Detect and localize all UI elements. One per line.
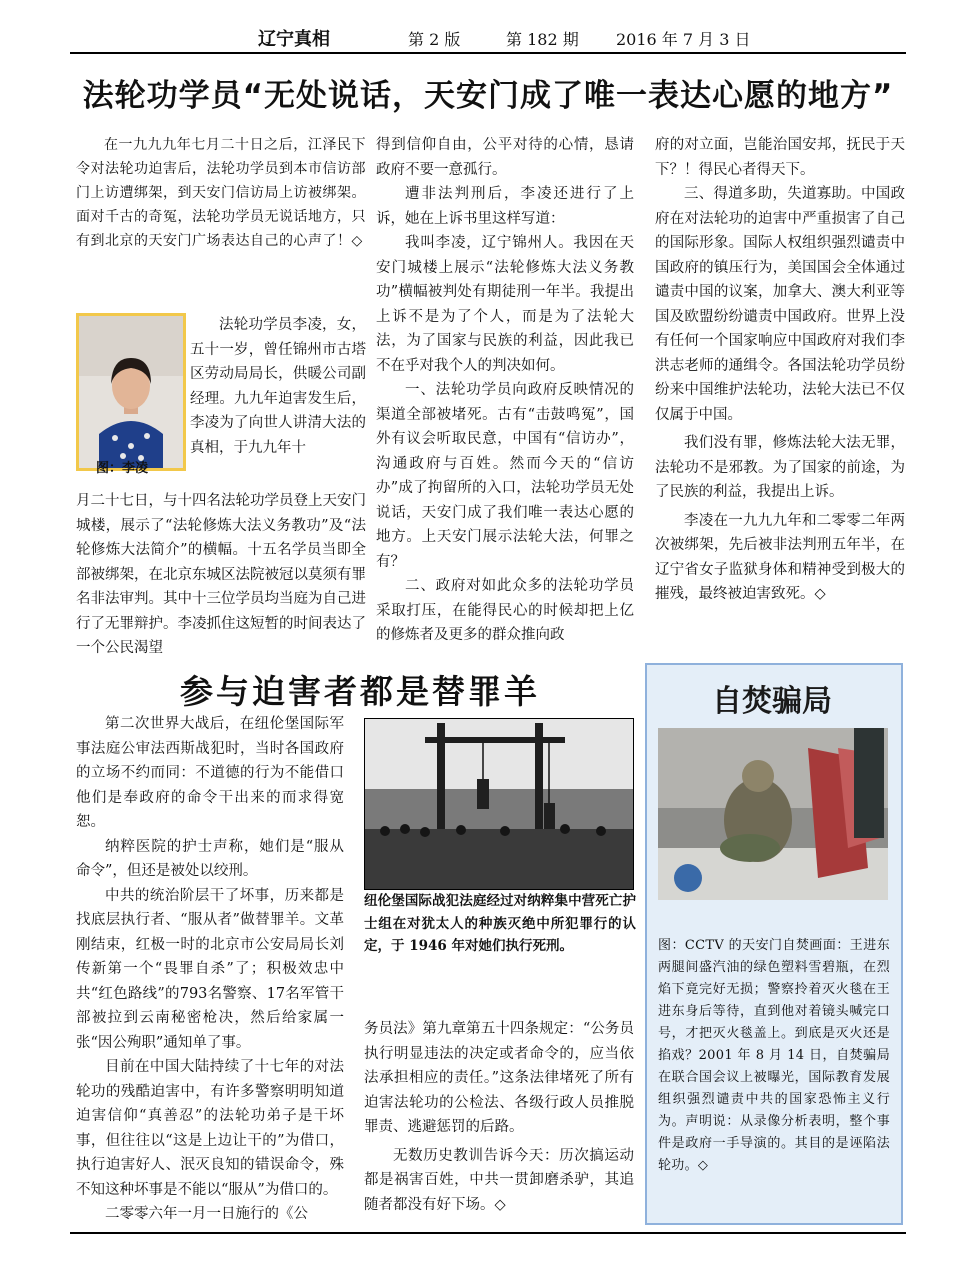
issue-number: 第 182 期 — [506, 30, 579, 49]
article1-mid-p1: 得到信仰自由，公平对待的心情，恳请政府不要一意孤行。 — [376, 137, 634, 178]
article1-lead — [76, 133, 366, 253]
article1-wrap-text — [190, 313, 366, 460]
article1-mid-p4: 一、法轮功学员向政府反映情况的渠道全部被堵死。古有“击鼓鸣冤”，国外有议会听取民意，中国有“信访办”，沟通政府与百姓。然而今天的“信访办”成了拘留所的入口，法轮功学员无处说话，天安门成了我们唯一表达心愿的地方。上天安门展示法轮大法，何罪之有？ — [376, 382, 634, 570]
photo-li-ling — [76, 313, 186, 471]
article2-p5: 二零零六年一月一日施行的《公 — [105, 1206, 308, 1222]
article1-right-p3: 我们没有罪，修炼法轮大法无罪，法轮功不是邪教。为了国家的前途，为了民族的利益，我提出上诉。 — [655, 435, 905, 500]
article1-right-p4: 李凌在一九九九年和二零零二年两次被绑架，先后被非法判刑五年半，在辽宁省女子监狱身体和精神受到极大的摧残，最终被迫害致死。◇ — [655, 512, 905, 602]
article2-p4: 目前在中国大陆持续了十七年的对法轮功的残酷迫害中，有许多警察明明知道迫害信仰“真善忍”的法轮功弟子是干坏事，但往往以“这是上边让干的”为借口，执行迫害好人、泯灭良知的错误命令，殊不知这种坏事是不能以“服从”为借口的。 — [76, 1059, 344, 1198]
article1-right-column — [655, 133, 905, 607]
cctv-frame-image — [658, 728, 888, 900]
article2-middle-column — [364, 1017, 634, 1217]
newspaper-name: 辽宁真相 — [258, 29, 330, 50]
article2-p2: 纳粹医院的护士声称，她们是“服从命令”，但还是被处以绞刑。 — [76, 838, 344, 879]
article2-p3: 中共的统治阶层干了坏事，历来都是找底层执行者、“服从者”做替罪羊。文革刚结束，红极一时的北京市公安局局长刘传新第一个“畏罪自杀”了；积极效忠中共“红色路线”的793名警察、17名军管干部被拉到云南秘密枪决，然后给家属一张“因公殉职”通知单了事。 — [76, 887, 344, 1051]
nuremberg-photo-caption: 纽伦堡国际战犯法庭经过对纳粹集中营死亡护士组在对犹太人的种族灭绝中所犯罪行的认定，于 1946 年对她们执行死刑。 — [364, 893, 636, 954]
execution-image — [365, 719, 633, 889]
cctv-self-immolation-photo — [658, 728, 888, 900]
article1-cont-paragraph: 月二十七日，与十四名法轮功学员登上天安门城楼，展示了“法轮修炼大法义务教功”及“法轮修炼大法简介”的横幅。十五名学员当即全部被绑架，在北京东城区法院被冠以莫须有罪名非法审判。其中十三位学员均当庭为自己进行了无罪辩护。李凌抓住这短暂的时间表达了一个公民渴望 — [76, 493, 366, 656]
article1-right-p2: 三、得道多助，失道寡助。中国政府在对法轮功的迫害中严重损害了自己的国际形象。国际人权组织强烈谴责中国政府的镇压行为，美国国会全体通过谴责中国的议案，加拿大、澳大利亚等国及欧盟纷纷谴责中国政府。世界上没有任何一个国家响应中国政府对我们李洪志老师的通缉令。各国法轮功学员纷纷来中国维护法轮功，法轮大法已不仅仅属于中国。 — [655, 186, 905, 423]
article1-lead-text: 在一九九九年七月二十日之后，江泽民下令对法轮功迫害后，法轮功学员到本市信访部门上访遭绑架，到天安门信访局上访被绑架。面对千古的奇冤，法轮功学员无说话地方，只有到北京的天安门广场表达自己的心声了！◇ — [76, 137, 366, 249]
footer-rule — [70, 1232, 906, 1234]
article1-mid-p2: 遭非法判刑后，李凌还进行了上诉，她在上诉书里这样写道： — [376, 186, 634, 227]
article1-wrap-paragraph: 法轮功学员李凌，女，五十一岁，曾任锦州市古塔区劳动局局长，供暖公司副经理。九九年迫害发生后，李凌为了向世人讲清大法的真相，于九九年十 — [190, 317, 366, 456]
page-header — [70, 24, 906, 54]
sidebar-caption: 图：CCTV 的天安门自焚画面：王进东两腿间盛汽油的绿色塑料雪碧瓶，在烈焰下竟完好无损；警察拎着灭火毯在王进东身后等待，直到他对着镜头喊完口号，才把灭火毯盖上。到底是灭火还是掐戏？2001 年 8 月 14 日，自焚骗局在联合国会议上被曝光，国际教育发展组织强烈谴责中共的国家恐怖主义行为。声明说：从录像分析表明，整个事件是政府一手导演的。其目的是诬陷法轮功。◇ — [658, 938, 890, 1173]
sidebar-title: 自焚骗局 — [712, 684, 832, 719]
nuremberg-execution-photo — [364, 718, 634, 890]
article2-mid-p1: 务员法》第九章第五十四条规定：“公务员执行明显违法的决定或者命令的，应当依法承担相应的责任。”这条法律堵死了所有迫害法轮功的公检法、各级行政人员推脱罪责、逃避惩罚的后路。 — [364, 1021, 634, 1135]
article1-continued — [76, 489, 366, 661]
article2-mid-p2: 无数历史教训告诉今天：历次搞运动都是祸害百姓，中共一贯卸磨杀驴，其追随者都没有好下场。◇ — [364, 1147, 634, 1213]
article1-right-p1: 府的对立面，岂能治国安邦，抚民于天下？！得民心者得天下。 — [655, 137, 905, 178]
article2-p1: 第二次世界大战后，在纽伦堡国际军事法庭公审法西斯战犯时，当时各国政府的立场不约而同：不道德的行为不能借口他们是奉政府的命令干出来的而求得宽恕。 — [76, 716, 344, 830]
article1-mid-p3: 我叫李凌，辽宁锦州人。我因在天安门城楼上展示“法轮修炼大法义务教功”横幅被判处有期徒刑一年半。我提出上诉不是为了个人，而是为了法轮大法，为了国家与民族的利益，因此我已不在乎对我个人的判决如何。 — [376, 235, 634, 374]
portrait-image — [79, 316, 183, 468]
article1-title: 法轮功学员“无处说话，天安门成了唯一表达心愿的地方” — [82, 78, 894, 114]
issue-date: 2016 年 7 月 3 日 — [616, 30, 751, 49]
article1-middle-column — [376, 133, 634, 648]
article1-mid-p5: 二、政府对如此众多的法轮功学员采取打压，在能得民心的时候却把上亿的修炼者及更多的群众推向政 — [376, 578, 634, 643]
article2-title: 参与迫害者都是替罪羊 — [180, 672, 540, 711]
article2-left-column — [76, 712, 344, 1227]
page-number: 第 2 版 — [408, 30, 461, 49]
photo-li-ling-caption: 图：李凌 — [96, 461, 149, 476]
